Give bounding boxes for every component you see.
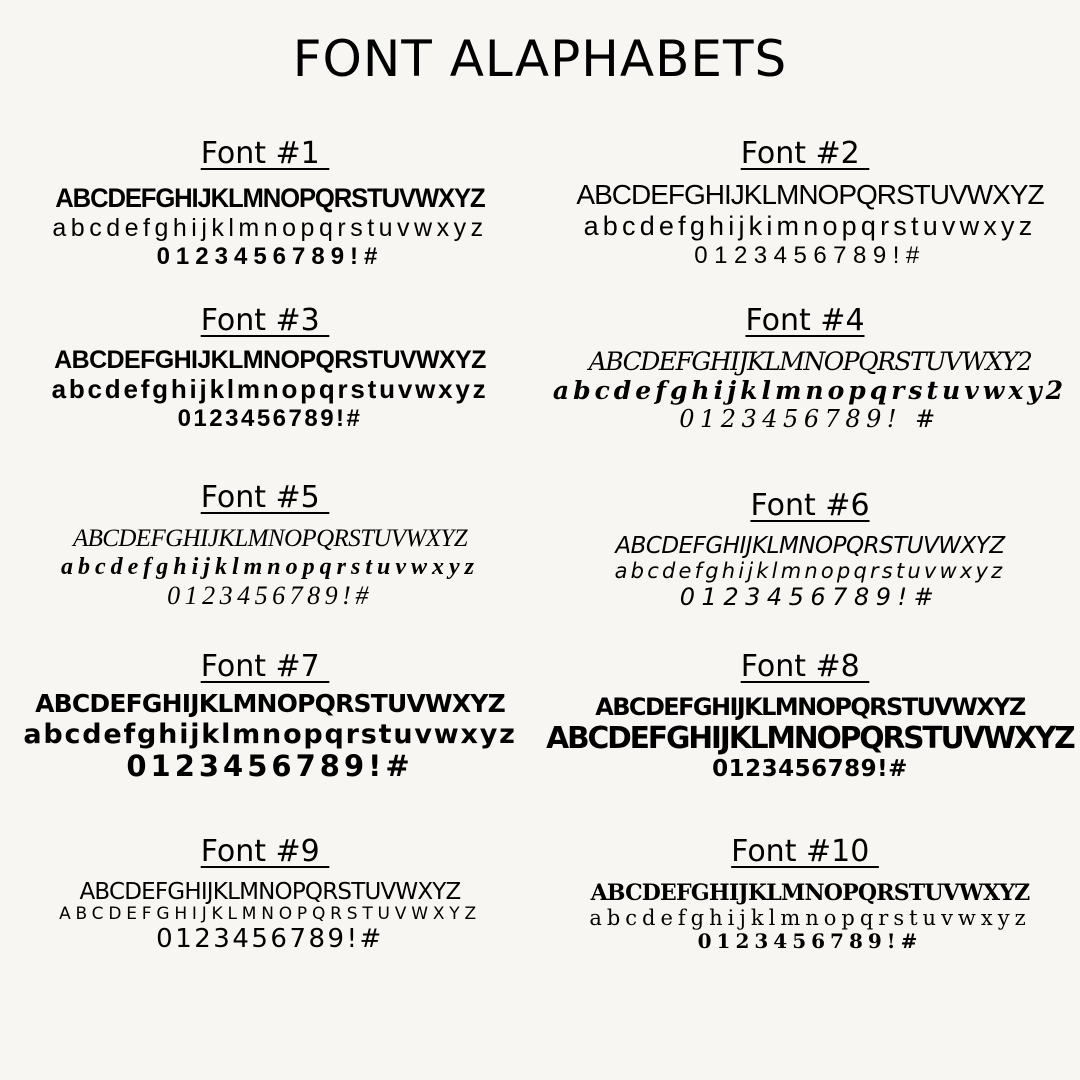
- font-sample-8: [540, 649, 1080, 783]
- font-heading-2: Font #2: [740, 136, 870, 171]
- font-sample-1: [0, 136, 540, 270]
- uppercase-sample-1: ABCDEFGHIJKLMNOPQRSTUVWXYZ: [55, 183, 485, 213]
- uppercase-sample-5: ABCDEFGHIJKLMNOPQRSTUVWXYZ: [72, 525, 468, 552]
- numbers-sample-9: 0123456789!#: [156, 923, 384, 954]
- numbers-sample-6: 0123456789!#: [679, 582, 941, 611]
- font-heading-7: Font #7: [200, 649, 330, 684]
- font-heading-10: Font #10: [731, 834, 879, 869]
- numbers-sample-8: 0123456789!#: [712, 756, 908, 783]
- numbers-sample-4: 0123456789! #: [679, 404, 941, 433]
- font-heading-5: Font #5: [200, 480, 330, 515]
- font-heading-6: Font #6: [750, 488, 870, 523]
- second-uppercase-sample-8: ABCDEFGHIJKLMNOPQRSTUVWXYZ: [546, 720, 1074, 756]
- uppercase-sample-4: ABCDEFGHIJKLMNOPQRSTUVWXY2: [588, 347, 1032, 376]
- font-heading-3: Font #3: [200, 303, 330, 338]
- uppercase-sample-10: ABCDEFGHIJKLMNOPQRSTUVWXYZ: [590, 880, 1030, 906]
- uppercase-sample-7: ABCDEFGHIJKLMNOPQRSTUVWXYZ: [35, 689, 505, 718]
- uppercase-sample-9: ABCDEFGHIJKLMNOPQRSTUVWXYZ: [79, 879, 461, 905]
- lowercase-sample-5: abcdefghijklmnopqrstuvwxyz: [60, 553, 479, 580]
- font-sample-9: [0, 834, 540, 955]
- numbers-sample-3: 0123456789!#: [177, 404, 363, 432]
- lowercase-sample-7: abcdefghijklmnopqrstuvwxyz: [23, 718, 517, 750]
- numbers-sample-7: 0123456789!#: [126, 748, 414, 783]
- uppercase-sample-3: ABCDEFGHIJKLMNOPQRSTUVWXYZ: [54, 346, 486, 374]
- font-heading-1: Font #1: [200, 136, 330, 171]
- font-sample-3: [0, 303, 540, 432]
- lowercase-sample-6: abcdefghijklmnopqrstuvwxyz: [614, 559, 1006, 584]
- font-sample-10: [540, 834, 1080, 953]
- numbers-sample-10: 0123456789!#: [697, 929, 923, 954]
- font-sample-5: [0, 480, 540, 611]
- uppercase-sample-6: ABCDEFGHIJKLMNOPQRSTUVWXYZ: [615, 533, 1005, 559]
- lowercase-sample-9: ABCDEFGHIJKLMNOPQRSTUVWXYZ: [59, 904, 481, 925]
- lowercase-sample-1: abcdefghijklmnopqrstuvwxyz: [52, 214, 488, 243]
- font-heading-4: Font #4: [745, 303, 865, 338]
- uppercase-sample-2: ABCDEFGHIJKLMNOPQRSTUVWXYZ: [576, 179, 1044, 210]
- lowercase-sample-4: abcdefghijklmnopqrstuvwxy2: [552, 375, 1068, 405]
- lowercase-sample-3: abcdefghijklmnopqrstuvwxyz: [51, 373, 489, 404]
- font-sample-6: [540, 488, 1080, 611]
- uppercase-sample-8: ABCDEFGHIJKLMNOPQRSTUVWXYZ: [595, 693, 1025, 721]
- lowercase-sample-10: abcdefghijklmnopqrstuvwxyz: [589, 906, 1031, 931]
- numbers-sample-2: 0123456789!#: [694, 242, 926, 270]
- lowercase-sample-2: abcdefghijkimnopqrstuvwxyz: [583, 211, 1037, 242]
- font-heading-9: Font #9: [200, 834, 330, 869]
- numbers-sample-1: 0123456789!#: [156, 242, 384, 270]
- font-sample-4: [540, 303, 1080, 433]
- numbers-sample-5: 0123456789!#: [167, 581, 373, 611]
- page-title: FONT ALAPHABETS: [292, 30, 788, 88]
- font-heading-8: Font #8: [740, 649, 870, 684]
- font-sample-7: [0, 649, 540, 783]
- font-sample-2: [540, 136, 1080, 270]
